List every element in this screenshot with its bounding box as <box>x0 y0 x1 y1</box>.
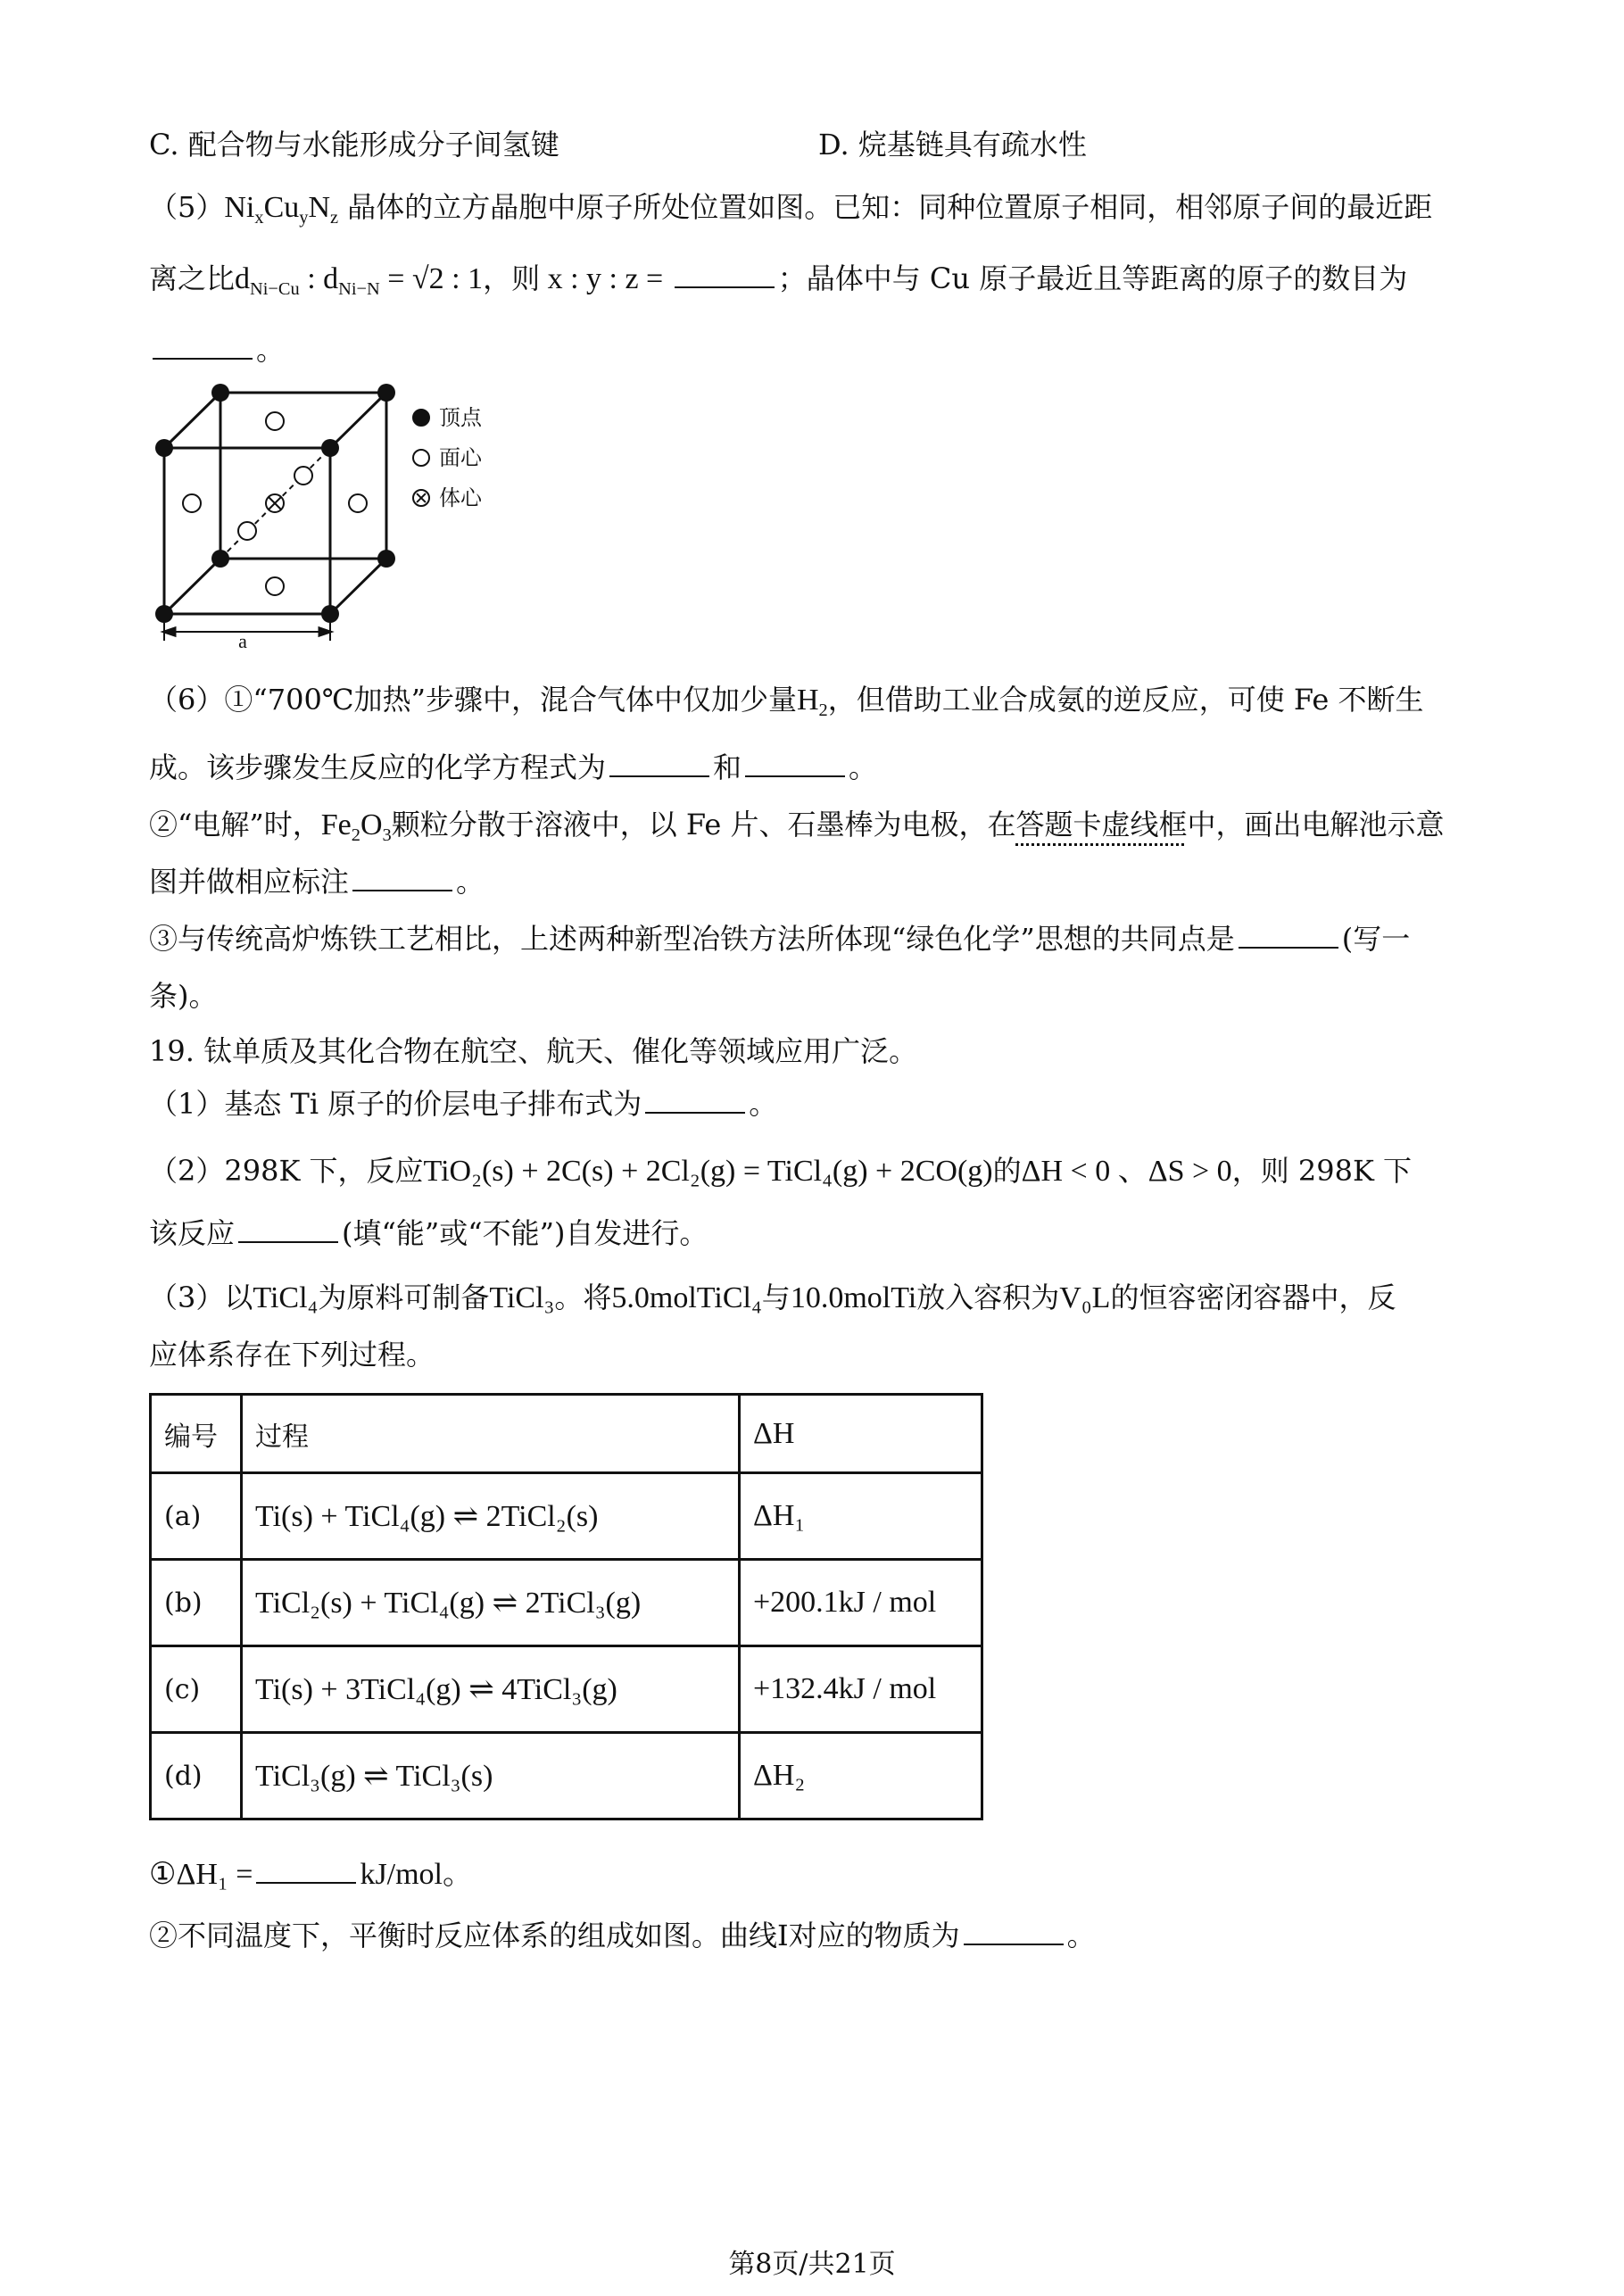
row-process: TiCl₃(g) ⇌ TiCl₃(s) <box>242 1733 740 1819</box>
answer-blank-dh1[interactable] <box>256 1857 356 1884</box>
process-table <box>149 1393 983 1820</box>
answer-blank-eq2[interactable] <box>745 750 845 777</box>
distance-ratio: $d_{Ni-Cu}$ : $d_{Ni-N} = √2$ : 1 <box>235 262 484 300</box>
vertex-atom <box>321 439 339 457</box>
vertex-atom <box>211 550 229 568</box>
q19-part1: （1）基态 Ti 原子的价层电子排布式为 。 <box>149 1087 778 1121</box>
q19-intro: 19. 钛单质及其化合物在航空、航天、催化等领域应用广泛。 <box>149 1034 918 1068</box>
row-process: Ti(s) + 3TiCl₄(g) ⇌ 4TiCl₃(g) <box>242 1646 740 1733</box>
q18-part6-line4: 图并做相应标注 。 <box>149 865 485 899</box>
part5-text: 晶体的立方晶胞中原子所处位置如图。已知：同种位置原子相同，相邻原子间的最近距 <box>347 190 1433 224</box>
row-id: (d) <box>151 1733 242 1819</box>
q18-part6-line5: ③与传统高炉炼铁工艺相比，上述两种新型冶铁方法所体现“绿色化学”思想的共同点是 (写一 <box>149 922 1411 956</box>
edge-label: a <box>238 630 247 651</box>
table-row <box>151 1560 982 1646</box>
vertex-atom <box>211 384 229 402</box>
hollow-circle-icon <box>412 449 430 467</box>
unit-cell-diagram <box>143 375 410 651</box>
table-row <box>151 1473 982 1560</box>
q18-part6-line6: 条)。 <box>149 979 218 1013</box>
face-center-atom <box>183 494 201 512</box>
row-dh: ΔH₂ <box>740 1733 982 1819</box>
table-header-row <box>151 1395 982 1473</box>
table-row <box>151 1646 982 1733</box>
q19-subq1: ①ΔH₁ = kJ/mol。 <box>149 1858 474 1891</box>
legend-face: 面心 <box>412 444 482 471</box>
face-center-atom <box>349 494 367 512</box>
vertex-atom <box>321 605 339 623</box>
row-process: TiCl₂(s) + TiCl₄(g) ⇌ 2TiCl₃(g) <box>242 1560 740 1646</box>
crossed-circle-icon <box>412 489 430 507</box>
q18-part5-line2: 离之比$d_{Ni-Cu}$ : $d_{Ni-N} = √2$ : 1，则 x : y : z = ；晶体中与 Cu 原子最近且等距离的原子的数目为 <box>149 261 1408 300</box>
vertex-atom <box>155 439 173 457</box>
q19-part3-line2: 应体系存在下列过程。 <box>149 1338 435 1372</box>
row-id: (c) <box>151 1646 242 1733</box>
option-d: D. 烷基链具有疏水性 <box>818 128 1087 162</box>
face-center-atom <box>266 412 284 430</box>
legend-vertex: 顶点 <box>412 404 482 431</box>
header-id: 编号 <box>151 1395 242 1473</box>
face-center-atom <box>238 522 256 540</box>
row-id: (a) <box>151 1473 242 1560</box>
face-center-atom <box>266 577 284 595</box>
answer-blank-curve1[interactable] <box>964 1919 1064 1945</box>
q19-part2-line2: 该反应 (填“能”或“不能”)自发进行。 <box>149 1216 708 1250</box>
answer-blank-xyz[interactable] <box>675 261 775 288</box>
answer-blank-cu-neighbors[interactable] <box>153 333 253 360</box>
legend-body: 体心 <box>412 485 482 511</box>
answer-blank-diagram[interactable] <box>352 865 452 891</box>
q18-part5-line3: 。 <box>149 330 285 369</box>
header-process: 过程 <box>242 1395 740 1473</box>
answer-blank-green[interactable] <box>1239 922 1338 949</box>
q18-part6-line2: 成。该步骤发生反应的化学方程式为 和 。 <box>149 750 878 784</box>
reaction-equation: TiO₂(s) + 2C(s) + 2Cl₂(g) = TiCl₄(g) + 2CO(g) <box>423 1155 993 1188</box>
q18-part5-line1 <box>149 187 1432 228</box>
filled-circle-icon <box>412 409 430 427</box>
formula-nicun: $Ni_xCu_yN_z$ <box>224 191 339 228</box>
option-c: C. 配合物与水能形成分子间氢键 <box>149 128 559 162</box>
q18-part6-line1: （6）①“700℃加热”步骤中，混合气体中仅加少量$H_2$，但借助工业合成氨的逆反应，可使 Fe 不断生 <box>149 683 1424 721</box>
table-row <box>151 1733 982 1819</box>
row-process: Ti(s) + TiCl₄(g) ⇌ 2TiCl₂(s) <box>242 1473 740 1560</box>
answer-blank-spontaneous[interactable] <box>238 1216 338 1243</box>
answer-blank-eq1[interactable] <box>609 750 709 777</box>
q18-part6-line3: ②“电解”时，$Fe_2O_3$颗粒分散于溶液中，以 Fe 片、石墨棒为电极，在答题卡虚线框中，画出电解池示意 <box>149 808 1445 846</box>
body-center-atom <box>266 494 284 512</box>
page-footer: 第8页/共21页 <box>728 2249 896 2280</box>
q19-subq2: ②不同温度下，平衡时反应体系的组成如图。曲线I对应的物质为 。 <box>149 1919 1096 1952</box>
part-number: （5） <box>149 190 225 224</box>
row-id: (b) <box>151 1560 242 1646</box>
vertex-atom <box>155 605 173 623</box>
row-dh: ΔH₁ <box>740 1473 982 1560</box>
emphasis-text: 答题卡虚线框 <box>1015 808 1188 841</box>
answer-blank-ti-config[interactable] <box>645 1087 745 1114</box>
vertex-atom <box>377 550 395 568</box>
q19-part2-line1: （2）298K 下，反应TiO₂(s) + 2C(s) + 2Cl₂(g) = TiCl₄(g) + 2CO(g)的ΔH < 0 、ΔS > 0，则 298K 下 <box>149 1154 1413 1188</box>
row-dh: +200.1kJ / mol <box>740 1560 982 1646</box>
header-dh: ΔH <box>740 1395 982 1473</box>
row-dh: +132.4kJ / mol <box>740 1646 982 1733</box>
face-center-atom <box>294 467 312 485</box>
vertex-atom <box>377 384 395 402</box>
q19-part3-line1: （3）以TiCl₄为原料可制备TiCl₃。将5.0molTiCl₄与10.0molTi放入容积为V₀L的恒容密闭容器中，反 <box>149 1281 1396 1314</box>
